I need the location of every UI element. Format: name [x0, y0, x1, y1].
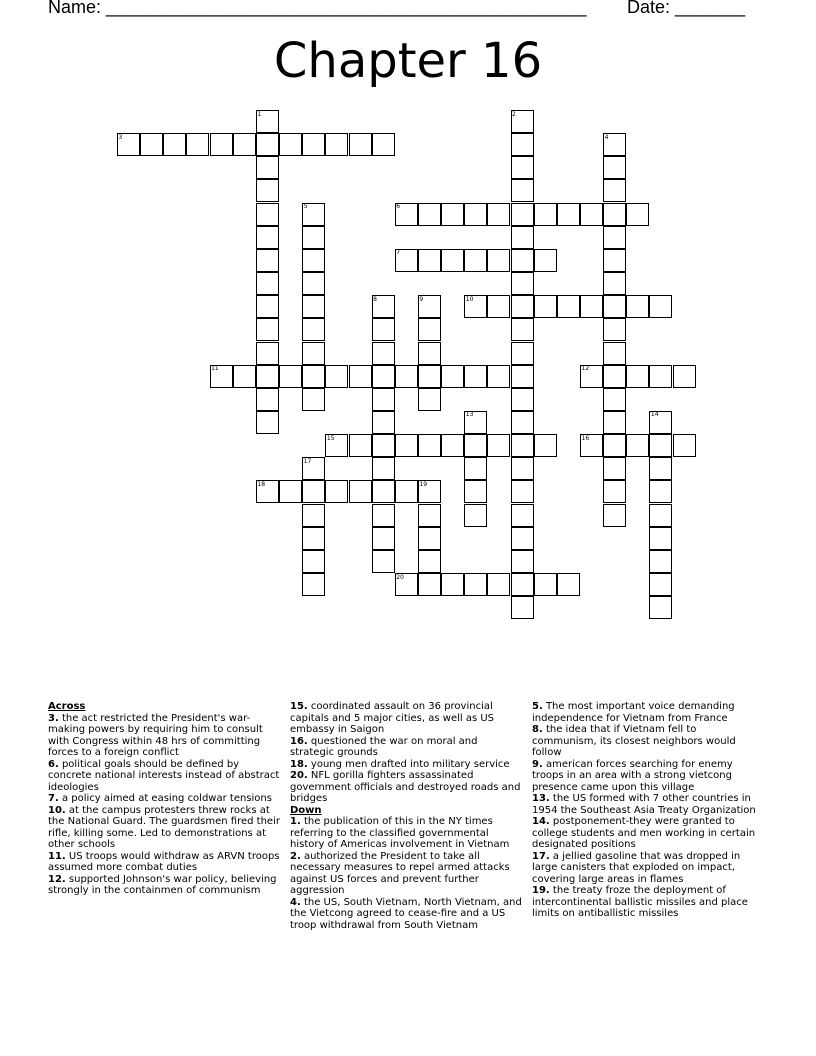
- clue-number: 5: [303, 203, 308, 211]
- grid-cell[interactable]: [511, 573, 534, 596]
- grid-cell[interactable]: [256, 249, 279, 272]
- grid-cell[interactable]: [511, 295, 534, 318]
- grid-cell[interactable]: [372, 342, 395, 365]
- grid-cell[interactable]: [511, 203, 534, 226]
- clue-across-20: 20. NFL gorilla fighters assassinated government officials and destroyed roads and bridges: [290, 770, 521, 804]
- grid-cell[interactable]: [603, 434, 626, 457]
- grid-cell[interactable]: [557, 203, 580, 226]
- grid-cell[interactable]: [487, 203, 510, 226]
- grid-cell[interactable]: [603, 318, 626, 341]
- grid-cell[interactable]: [418, 318, 441, 341]
- grid-cell[interactable]: [256, 272, 279, 295]
- grid-cell[interactable]: [256, 179, 279, 202]
- grid-cell[interactable]: [603, 365, 626, 388]
- clue-number: 12: [581, 365, 590, 373]
- grid-cell[interactable]: [603, 411, 626, 434]
- grid-cell[interactable]: [534, 249, 557, 272]
- grid-cell[interactable]: [649, 550, 672, 573]
- grid-cell[interactable]: [163, 133, 186, 156]
- grid-cell[interactable]: [349, 480, 372, 503]
- grid-cell[interactable]: [256, 156, 279, 179]
- grid-cell[interactable]: [302, 365, 325, 388]
- clue-down-8: 8. the idea that if Vietnam fell to communism, its closest neighbors would follow: [532, 724, 736, 758]
- grid-cell[interactable]: [603, 249, 626, 272]
- grid-cell[interactable]: [464, 434, 487, 457]
- grid-cell[interactable]: [372, 457, 395, 480]
- clue-across-18: 18. young men drafted into military service: [290, 758, 510, 770]
- grid-cell[interactable]: [603, 457, 626, 480]
- grid-cell[interactable]: [302, 133, 325, 156]
- grid-cell[interactable]: [511, 388, 534, 411]
- grid-cell[interactable]: [418, 388, 441, 411]
- clue-number: 17: [303, 457, 312, 465]
- grid-cell[interactable]: [279, 133, 302, 156]
- grid-cell[interactable]: [372, 434, 395, 457]
- grid-cell[interactable]: [418, 249, 441, 272]
- grid-cell[interactable]: [302, 226, 325, 249]
- clue-down-9: 9. american forces searching for enemy troops in an area with a strong vietcong presence came upon this village: [532, 758, 733, 793]
- grid-cell[interactable]: [649, 504, 672, 527]
- clue-number: 13: [465, 411, 474, 419]
- grid-cell[interactable]: [186, 133, 209, 156]
- clue-across-3: 3. the act restricted the President's war-making powers by requiring him to consult with Congress within 48 hrs of committing forces to a foreign conflict: [48, 712, 263, 758]
- clue-number: 4: [604, 133, 609, 141]
- grid-cell[interactable]: [372, 504, 395, 527]
- clue-down-17: 17. a jellied gasoline that was dropped in large canisters that exploded on impact, covering large areas in flames: [532, 850, 741, 885]
- grid-cell[interactable]: [372, 318, 395, 341]
- grid-cell[interactable]: [511, 550, 534, 573]
- grid-cell[interactable]: [487, 365, 510, 388]
- grid-cell[interactable]: [256, 226, 279, 249]
- down-heading: Down: [290, 804, 322, 816]
- grid-cell[interactable]: [649, 365, 672, 388]
- grid-cell[interactable]: [140, 133, 163, 156]
- grid-cell[interactable]: [649, 596, 672, 619]
- clue-number: 18: [257, 480, 266, 488]
- grid-cell[interactable]: [372, 480, 395, 503]
- grid-cell[interactable]: [649, 573, 672, 596]
- grid-cell[interactable]: [626, 434, 649, 457]
- clue-number: 15: [326, 434, 335, 442]
- grid-cell[interactable]: [256, 365, 279, 388]
- clue-across-6: 6. political goals should be defined by concrete national interests instead of abstract ideologies: [48, 758, 280, 793]
- page-title: Chapter 16: [273, 33, 543, 89]
- grid-cell[interactable]: [487, 434, 510, 457]
- grid-cell[interactable]: [511, 226, 534, 249]
- grid-cell[interactable]: [441, 434, 464, 457]
- grid-cell[interactable]: [418, 504, 441, 527]
- grid-cell[interactable]: [464, 504, 487, 527]
- grid-cell[interactable]: [673, 365, 696, 388]
- grid-cell[interactable]: [557, 573, 580, 596]
- clue-number: 20: [396, 573, 404, 581]
- grid-cell[interactable]: [580, 203, 603, 226]
- grid-cell[interactable]: [418, 550, 441, 573]
- grid-cell[interactable]: [325, 133, 348, 156]
- grid-cell[interactable]: [418, 527, 441, 550]
- clues-column-2: [290, 701, 522, 931]
- grid-cell[interactable]: [372, 388, 395, 411]
- clue-number: 8: [373, 295, 377, 303]
- grid-cell[interactable]: [418, 573, 441, 596]
- clue-down-13: 13. the US formed with 7 other countries in 1954 the Southeast Asia Treaty Organization: [532, 793, 756, 816]
- clue-down-2: 2. authorized the President to take all necessary measures to repel armed attacks against US forces and prevent further aggression: [290, 850, 510, 896]
- grid-cell[interactable]: [395, 480, 418, 503]
- grid-cell[interactable]: [441, 249, 464, 272]
- grid-cell[interactable]: [256, 295, 279, 318]
- grid-cell[interactable]: [511, 596, 534, 619]
- clue-across-11: 11. US troops would withdraw as ARVN troops assumed more combat duties: [48, 850, 280, 873]
- grid-cell[interactable]: [302, 342, 325, 365]
- grid-cell[interactable]: [418, 203, 441, 226]
- grid-cell[interactable]: [372, 527, 395, 550]
- grid-cell[interactable]: [302, 480, 325, 503]
- clue-down-19: 19. the treaty froze the deployment of intercontinental ballistic missiles and place limits on antiballistic missiles: [532, 885, 748, 919]
- grid-cell[interactable]: [464, 573, 487, 596]
- grid-cell[interactable]: [256, 318, 279, 341]
- grid-cell[interactable]: [441, 365, 464, 388]
- grid-cell[interactable]: [210, 133, 233, 156]
- grid-cell[interactable]: [603, 226, 626, 249]
- grid-cell[interactable]: [418, 434, 441, 457]
- grid-cell[interactable]: [603, 272, 626, 295]
- clue-down-14: 14. postponement-they were granted to college students and men working in certain designated positions: [532, 816, 756, 850]
- grid-cell[interactable]: [511, 272, 534, 295]
- name-field-label: Name: ________________________________________________: [48, 0, 587, 17]
- grid-cell[interactable]: [673, 434, 696, 457]
- grid-cell[interactable]: [649, 480, 672, 503]
- clue-number: 14: [650, 411, 659, 419]
- grid-cell[interactable]: [603, 179, 626, 202]
- clue-number: 19: [419, 480, 428, 488]
- grid-cell[interactable]: [302, 249, 325, 272]
- grid-cell[interactable]: [511, 365, 534, 388]
- clue-down-1: 1. the publication of this in the NY times referring to the classified governmental history of Americas involvement in Vietnam: [290, 816, 510, 850]
- grid-cell[interactable]: [511, 318, 534, 341]
- grid-cell[interactable]: [511, 179, 534, 202]
- grid-cell[interactable]: [511, 480, 534, 503]
- clue-number: 2: [512, 110, 516, 118]
- clues-column-3: [532, 701, 764, 920]
- grid-cell[interactable]: [464, 457, 487, 480]
- grid-cell[interactable]: [557, 295, 580, 318]
- grid-cell[interactable]: [626, 295, 649, 318]
- clue-number: 7: [396, 249, 401, 257]
- grid-cell[interactable]: [233, 133, 256, 156]
- grid-cell[interactable]: [302, 295, 325, 318]
- clue-number: 9: [419, 295, 424, 303]
- grid-cell[interactable]: [372, 365, 395, 388]
- grid-cell[interactable]: [441, 573, 464, 596]
- grid-cell[interactable]: [649, 295, 672, 318]
- grid-cell[interactable]: [487, 295, 510, 318]
- grid-cell[interactable]: [534, 434, 557, 457]
- grid-cell[interactable]: [511, 411, 534, 434]
- clues-column-1: [48, 701, 280, 897]
- grid-cell[interactable]: [464, 203, 487, 226]
- grid-cell[interactable]: [649, 434, 672, 457]
- grid-cell[interactable]: [349, 365, 372, 388]
- grid-cell[interactable]: [395, 434, 418, 457]
- grid-cell[interactable]: [511, 133, 534, 156]
- clue-number: 11: [211, 365, 219, 373]
- grid-cell[interactable]: [233, 365, 256, 388]
- clue-across-10: 10. at the campus protesters threw rocks at the National Guard. The guardsmen fired their rifle, killing some. Led to demonstrations at other schools: [48, 804, 280, 850]
- grid-cell[interactable]: [603, 203, 626, 226]
- clue-down-5: 5. The most important voice demanding independence for Vietnam from France: [532, 701, 735, 724]
- clue-number: 10: [465, 295, 474, 303]
- grid-cell[interactable]: [395, 365, 418, 388]
- grid-cell[interactable]: [487, 573, 510, 596]
- grid-cell[interactable]: [372, 550, 395, 573]
- grid-cell[interactable]: [511, 457, 534, 480]
- grid-cell[interactable]: [325, 480, 348, 503]
- grid-cell[interactable]: [256, 133, 279, 156]
- grid-cell[interactable]: [279, 480, 302, 503]
- grid-cell[interactable]: [626, 365, 649, 388]
- grid-cell[interactable]: [464, 480, 487, 503]
- grid-cell[interactable]: [511, 249, 534, 272]
- grid-cell[interactable]: [302, 527, 325, 550]
- grid-cell[interactable]: [302, 550, 325, 573]
- grid-cell[interactable]: [626, 203, 649, 226]
- clue-number: 16: [581, 434, 590, 442]
- grid-cell[interactable]: [511, 342, 534, 365]
- clue-across-15: 15. coordinated assault on 36 provincial capitals and 5 major cities, as well as US embassy in Saigon: [290, 701, 495, 735]
- clue-number: 6: [396, 203, 401, 211]
- grid-cell[interactable]: [302, 573, 325, 596]
- grid-cell[interactable]: [349, 434, 372, 457]
- clue-down-4: 4. the US, South Vietnam, North Vietnam, and the Vietcong agreed to cease-fire and a US troop withdrawal from South Vietnam: [290, 896, 522, 931]
- clue-number: 3: [118, 133, 123, 141]
- grid-cell[interactable]: [511, 527, 534, 550]
- grid-cell[interactable]: [464, 365, 487, 388]
- grid-cell[interactable]: [256, 388, 279, 411]
- grid-cell[interactable]: [534, 573, 557, 596]
- grid-cell[interactable]: [511, 156, 534, 179]
- clue-across-16: 16. questioned the war on moral and strategic grounds: [290, 735, 478, 758]
- grid-cell[interactable]: [418, 342, 441, 365]
- grid-cell[interactable]: [418, 365, 441, 388]
- grid-cell[interactable]: [302, 272, 325, 295]
- grid-cell[interactable]: [302, 388, 325, 411]
- grid-cell[interactable]: [534, 295, 557, 318]
- grid-cell[interactable]: [487, 249, 510, 272]
- grid-cell[interactable]: [603, 480, 626, 503]
- grid-cell[interactable]: [603, 504, 626, 527]
- grid-cell[interactable]: [302, 318, 325, 341]
- grid-cell[interactable]: [511, 434, 534, 457]
- grid-cell[interactable]: [349, 133, 372, 156]
- grid-cell[interactable]: [372, 133, 395, 156]
- grid-cell[interactable]: [256, 342, 279, 365]
- grid-cell[interactable]: [534, 203, 557, 226]
- clue-across-7: 7. a policy aimed at easing coldwar tensions: [48, 793, 272, 804]
- grid-cell[interactable]: [256, 411, 279, 434]
- grid-cell[interactable]: [279, 365, 302, 388]
- grid-cell[interactable]: [603, 342, 626, 365]
- across-heading: Across: [48, 701, 86, 712]
- grid-cell[interactable]: [649, 457, 672, 480]
- grid-cell[interactable]: [649, 527, 672, 550]
- grid-cell[interactable]: [603, 156, 626, 179]
- grid-cell[interactable]: [603, 295, 626, 318]
- grid-cell[interactable]: [441, 203, 464, 226]
- grid-cell[interactable]: [580, 295, 603, 318]
- clue-across-12: 12. supported Johnson's war policy, believing strongly in the containmen of communism: [48, 873, 277, 896]
- grid-cell[interactable]: [511, 504, 534, 527]
- grid-cell[interactable]: [302, 504, 325, 527]
- grid-cell[interactable]: [603, 388, 626, 411]
- grid-cell[interactable]: [372, 411, 395, 434]
- grid-cell[interactable]: [256, 203, 279, 226]
- grid-cell[interactable]: [325, 365, 348, 388]
- clue-number: 1: [257, 110, 262, 118]
- date-field-label: Date: _______: [627, 0, 746, 17]
- grid-cell[interactable]: [464, 249, 487, 272]
